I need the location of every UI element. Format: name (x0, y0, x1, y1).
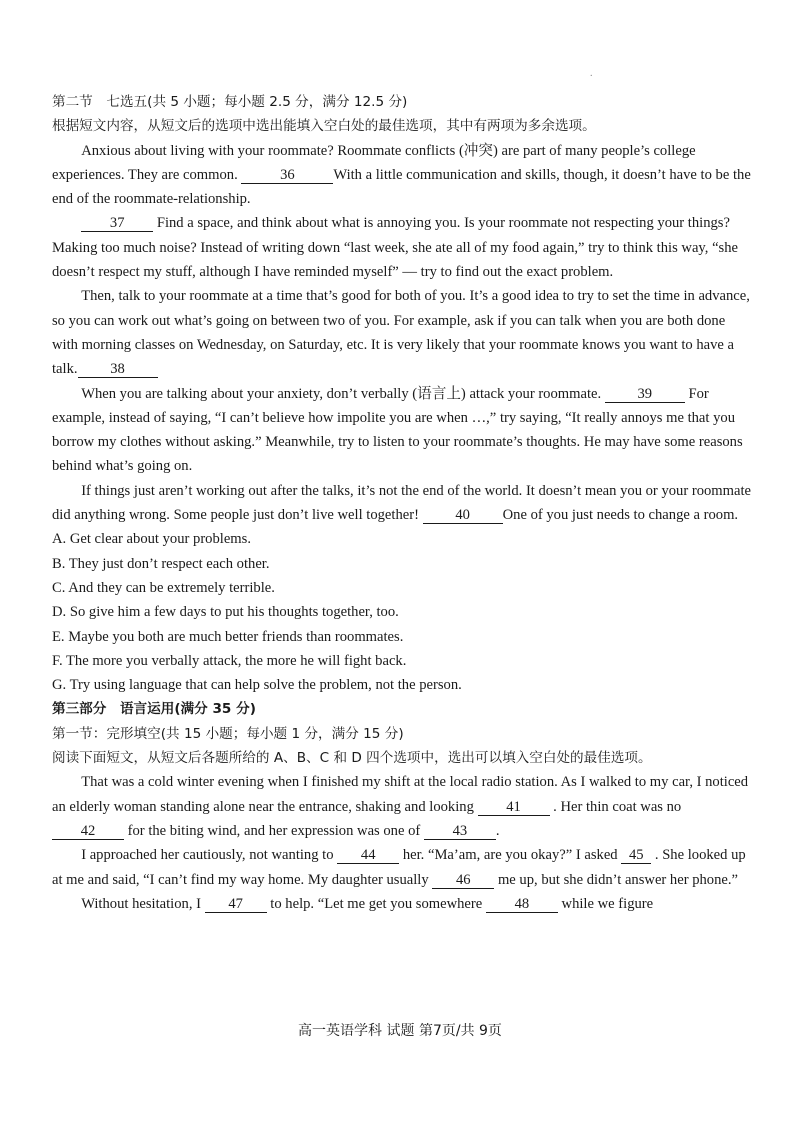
option-a: A. Get clear about your problems. (52, 531, 251, 548)
blank-45: 45 (621, 847, 651, 864)
blank-42: 42 (52, 823, 124, 840)
option-c: C. And they can be extremely terrible. (52, 579, 275, 596)
text: . (495, 822, 500, 839)
text: I approached her cautiously, not wanting to (81, 847, 338, 864)
text: . Her thin coat was no (549, 798, 682, 815)
blank-48: 48 (486, 896, 558, 913)
blank-38: 38 (78, 361, 158, 378)
passage-paragraph (52, 284, 752, 381)
text: her. “Ma’am, are you okay?” I asked (399, 847, 622, 864)
blank-36: 36 (241, 167, 333, 184)
text: If things just aren’t working out after the talks, it’s not the end of the world. It doesn’t mean you or your roommate did anything wrong. Some people just don’t live well together! (52, 482, 752, 524)
text: while we figure (557, 895, 654, 912)
text: One of you just needs to change a room. (502, 507, 739, 524)
option-d: D. So give him a few days to put his thoughts together, too. (52, 604, 399, 621)
blank-37: 37 (81, 215, 153, 232)
text: me up, but she didn’t answer her phone.” (494, 871, 739, 888)
passage-paragraph (52, 139, 752, 212)
part3-heading: 第三部分 语言运用(满分 35 分) (52, 701, 256, 718)
blank-40: 40 (423, 507, 503, 524)
cloze-paragraph (52, 770, 752, 843)
option-f: F. The more you verbally attack, the more he will fight back. (52, 652, 407, 669)
corner-mark: . (590, 68, 593, 79)
text: That was a cold winter evening when I finished my shift at the local radio station. As I walked to my car, I noticed an elderly woman standing alone near the entrance, shaking and looking (52, 774, 749, 815)
text: to help. “Let me get you somewhere (266, 895, 486, 912)
blank-43: 43 (424, 823, 496, 840)
text: Then, talk to your roommate at a time that’s good for both of you. It’s a good idea to try to set the time in advance, so you can work out what’s going on between two of you. For example, ask if you can talk when you are both done with morning classes on Wednesday, on Saturday, etc. It is very likely that your roommate knows you want to have a talk. (52, 288, 750, 378)
passage-paragraph (52, 382, 752, 479)
blank-47: 47 (205, 896, 267, 913)
blank-46: 46 (432, 872, 494, 889)
page-footer: 高一英语学科 试题 第7页/共 9页 (298, 1023, 502, 1039)
text: Find a space, and think about what is annoying you. Is your roommate not respecting your things? Making too much noise? Instead of writing down “last week, she ate all of my food again,” try to think this way, “she doesn’t respect my stuff, although I have reminded myself” — try to find out the exact problem. (52, 215, 739, 281)
section2-instruction: 根据短文内容，从短文后的选项中选出能填入空白处的最佳选项，其中有两项为多余选项。 (52, 118, 596, 135)
section1-heading: 第一节：完形填空(共 15 小题；每小题 1 分，满分 15 分) (52, 725, 404, 742)
page-content (52, 90, 752, 916)
blank-44: 44 (337, 847, 399, 864)
passage-paragraph (52, 211, 752, 284)
option-b: B. They just don’t respect each other. (52, 555, 270, 572)
text: Without hesitation, I (81, 895, 205, 912)
text: . She looked up at me and said, “I can’t find my way home. My daughter usually (52, 847, 746, 888)
text: Anxious about living with your roommate? Roommate conflicts (冲突) are part of many people’s college experiences. They are common. (52, 142, 696, 183)
option-g: G. Try using language that can help solve the problem, not the person. (52, 677, 462, 694)
cloze-paragraph (52, 892, 752, 916)
option-e: E. Maybe you both are much better friends than roommates. (52, 628, 404, 645)
section1-instruction: 阅读下面短文，从短文后各题所给的 A、B、C 和 D 四个选项中，选出可以填入空白处的最佳选项。 (52, 750, 652, 767)
section2-heading: 第二节 七选五(共 5 小题；每小题 2.5 分，满分 12.5 分) (52, 94, 408, 110)
text: for the biting wind, and her expression was one of (124, 822, 424, 839)
cloze-paragraph (52, 843, 752, 892)
blank-39: 39 (605, 386, 685, 403)
text: For example, instead of saying, “I can’t believe how impolite you are when …,” try saying, “It really annoys me that you borrow my clothes without asking.” Meanwhile, try to listen to your roommate’s thoughts. He may have some reasons behind what’s going on. (52, 385, 743, 475)
passage-paragraph (52, 479, 752, 528)
text: With a little communication and skills, though, it doesn’t have to be the end of the roommate-relationship. (52, 166, 751, 208)
text: When you are talking about your anxiety, don’t verbally (语言上) attack your roommate. (81, 385, 605, 402)
blank-41: 41 (478, 799, 550, 816)
